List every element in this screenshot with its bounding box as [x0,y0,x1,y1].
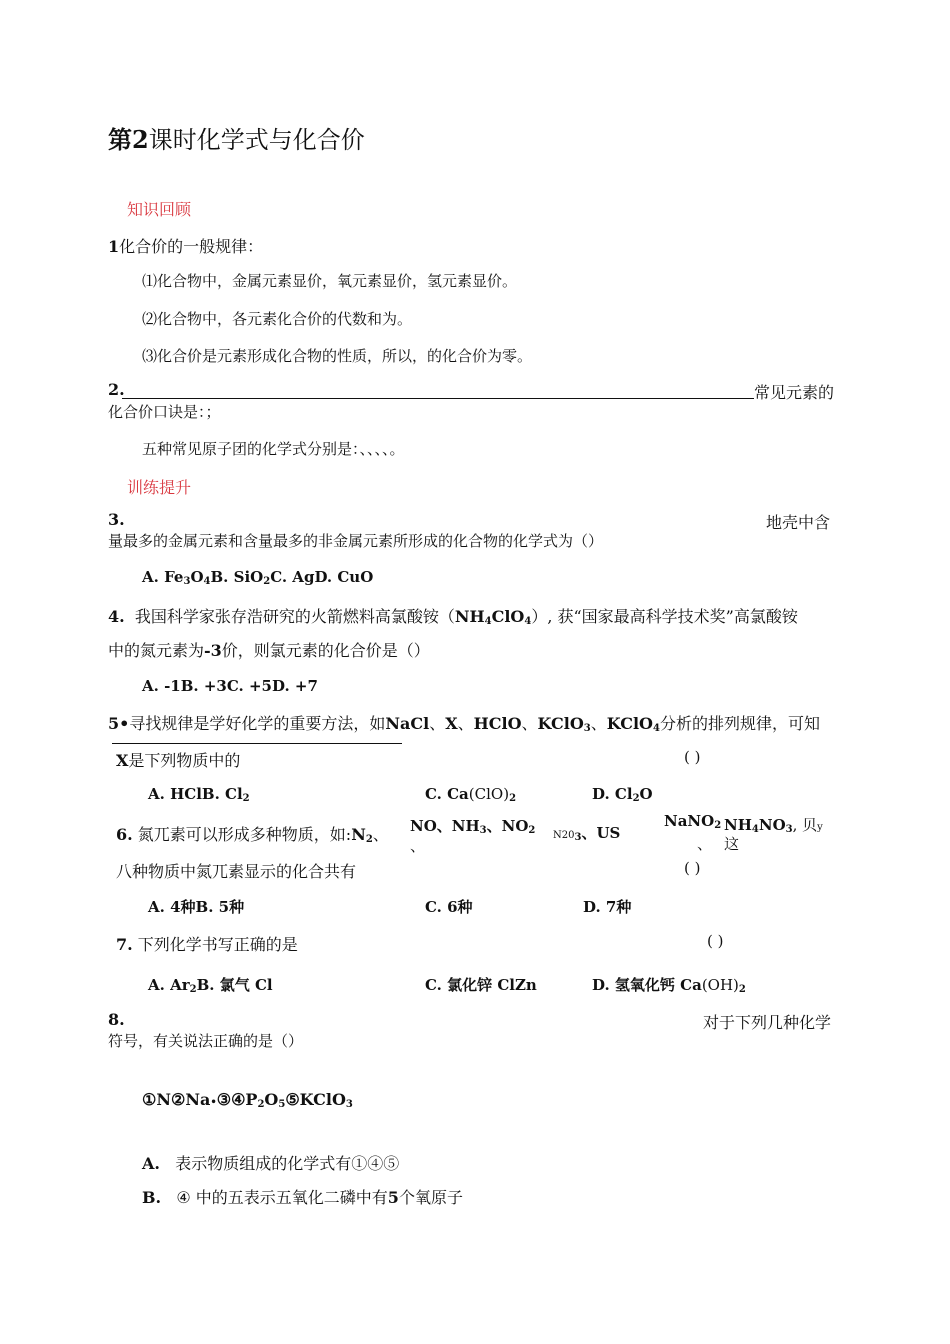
q8-symbols-sub2: 5 [278,1099,286,1110]
q6-nano2-mark: 、 [697,835,713,853]
q4-line2-value: -3 [204,641,222,660]
q8-symbols-sub1: 2 [257,1099,265,1110]
q7-option-c: C. 氯化锌 ClZn [425,976,537,994]
q6-nh4no3-text: NH [724,816,752,834]
section-practice: 训练提升 [127,478,192,497]
q6-n2o3-us [553,822,620,843]
q5-seq-4: KClO [537,714,584,733]
q5-sep-4: 、 [590,714,607,733]
q8-option-b-text2: 个氧原子 [398,1188,463,1207]
q6-nano2-text: NaNO [664,812,715,830]
q8-symbols-dot: • [210,1097,217,1108]
q7-line [116,932,298,955]
q5-sep-3: 、 [521,714,538,733]
q8-option-b-num: 5 [387,1188,399,1207]
q6-answer-paren: ( ) [684,859,701,877]
q5-underline [112,743,402,744]
q5-line2-text: 是下列物质中的 [128,751,241,770]
q8-tail: 对于下列几种化学 [703,1013,832,1032]
q5-sep-1: 、 [429,714,446,733]
q6-line-1 [116,822,389,845]
q5-label: 5• [108,714,130,733]
q7-option-d-text: D. 氢氧化钙 Ca [592,976,702,994]
q6-nh4no3 [724,814,823,835]
q8-line-2: 符号，有关说法正确的是（） [108,1032,304,1050]
q6-n2o3-sub: 3 [574,832,582,843]
section-review: 知识回顾 [127,200,192,219]
q6-zhe: 这 [724,835,740,853]
q5-option-c [425,785,516,804]
question-1 [108,234,263,257]
q8-option-a-text: 表示物质组成的化学式有①④⑤ [175,1154,400,1173]
q6-nano2 [664,812,721,831]
q7-option-a: A. Ar [148,976,190,994]
q6-upper-formulas [410,815,535,836]
q6-tail-small: y [817,822,823,833]
q8-option-a-label: A. [142,1154,160,1173]
q8-symbols-a: ①N②Na [142,1090,211,1109]
q3-a-sub1: 3 [183,576,191,587]
q2-line-2: 化合价口诀是：； [108,403,221,421]
q4-line-2 [108,638,430,661]
q5-option-d-text: D. Cl [592,785,633,803]
q4-options: A. -1B. +3C. +5D. +7 [142,677,318,695]
q4-formula-sub2: 4 [524,616,532,627]
q7-option-d-sub: 2 [738,984,746,995]
q7-option-a-sub: 2 [189,984,197,995]
q7-label: 7. [116,935,133,954]
page-title [108,120,365,155]
q3-option-d: D. CuO [314,568,374,586]
q6-n2o3-n: N [553,830,562,841]
q6-label: 6. [116,825,133,844]
q6-tail: , 贝 [792,816,818,834]
q4-formula-1: NH [454,607,485,626]
q8-symbols-c: O [264,1090,279,1109]
q4-line-1 [108,604,798,627]
q3-label: 3. [108,510,125,529]
q8-symbols [142,1090,353,1110]
q7-option-b: B. 氯气 Cl [196,976,273,994]
q8-label: 8. [108,1010,125,1029]
q8-option-b [142,1185,463,1208]
q5-option-d-end: O [639,785,653,803]
q6-no2-sub: 2 [528,825,536,836]
q1-item-1: ⑴化合物中，金属元素显价，氧元素显价，氢元素显价。 [142,272,518,290]
q7-option-d [592,974,746,995]
q6-nh3-sub: 3 [479,825,487,836]
q6-n2o3-0: 0 [568,830,575,841]
q3-option-c: C. Ag [270,568,315,586]
q5-answer-paren: ( ) [684,748,701,766]
q5-line-2 [116,748,240,771]
q5-seq-4-sub: 3 [583,723,591,734]
q2-tail: 常见元素的 [754,383,835,402]
q5-option-b-sub: 2 [242,793,250,804]
q6-nh4no3-sub2: 3 [785,824,793,835]
q1-item-2: ⑵化合物中，各元素化合价的代数和为。 [142,310,413,328]
q3-option-b: B. SiO [210,568,264,586]
q6-nh4no3-end: NO [758,816,786,834]
q6-options-ab: A. 4种B. 5种 [148,898,245,916]
q3-tail: 地壳中含 [766,513,831,532]
q5-text-b: 分析的排列规律，可知 [659,714,820,733]
q4-label: 4. [108,607,125,626]
title-rest: 课时化学式与化合价 [148,126,365,154]
q6-option-d: D. 7种 [583,898,632,916]
q6-option-c: C. 6种 [425,898,473,916]
q7-option-d-mid: (OH) [701,976,739,994]
q6-nh4no3-sub1: 4 [751,824,759,835]
q4-line2-b: 价，则氯元素的化合价是（） [221,641,430,660]
q5-seq-2: X [445,714,458,733]
q6-us: 、US [581,824,621,842]
q2-blank-line [122,398,754,399]
q4-line2-a: 中的氮元素为 [108,641,205,660]
q5-seq-5: KClO [606,714,653,733]
q7-answer-paren: ( ) [707,932,724,950]
q8-option-b-text1: ④ 中的五表示五氧化二磷中有 [176,1188,388,1207]
q3-option-a: A. Fe [142,568,184,586]
q6-n2o3-2: 2 [561,830,569,841]
q4-text-b: ）, 获“国家最高科学技术奖”高氯酸铵 [531,607,798,626]
q6-nano2-sub: 2 [714,820,722,831]
q8-symbols-d: ⑤KClO [285,1090,346,1109]
q7-text: 下列化学书写正确的是 [137,935,298,954]
q3-options [142,568,373,587]
q6-no-nh3: NO、NH [410,817,480,835]
q5-option-c-mid: (ClO) [468,785,510,803]
q3-a-mid: O [190,568,204,586]
q6-n2-sub: 2 [365,834,373,845]
q5-option-c-text: C. Ca [425,785,469,803]
q6-n2: N [351,825,366,844]
q5-option-d-sub: 2 [632,793,640,804]
q4-formula-sub1: 4 [484,616,492,627]
q4-text-a: 我国科学家张存浩研究的火箭燃料高氯酸铵（ [134,607,455,626]
q8-symbols-sub3: 3 [345,1099,353,1110]
q2-line-3: 五种常见原子团的化学式分别是：、、、、。 [142,440,405,458]
q3-line-2: 量最多的金属元素和含量最多的非金属元素所形成的化合物的化学式为（） [108,532,604,550]
q5-seq-3: HClO [473,714,522,733]
q6-line-2: 八种物质中氮兀素显示的化合共有 [116,862,357,881]
q8-option-a [142,1151,399,1174]
q1-item-3: ⑶化合价是元素形成化合物的性质，所以，的化合价为零。 [142,347,533,365]
q1-text: 化合价的一般规律： [119,237,264,256]
q5-line-1 [108,711,820,734]
q5-option-d [592,785,653,804]
q5-seq-1: NaCl [385,714,430,733]
q6-text-a: 氮兀素可以形成多种物质，如: [137,825,352,844]
q5-option-c-sub: 2 [509,793,517,804]
q5-x: X [116,751,129,770]
q3-a-sub2: 4 [203,576,211,587]
q6-no2: 、NO [486,817,529,835]
q5-sep-2: 、 [457,714,474,733]
q4-formula-2: ClO [491,607,525,626]
q5-option-ab: A. HClB. Cl [148,785,243,803]
q5-seq-5-sub: 4 [652,723,660,734]
q8-option-b-label: B. [142,1188,162,1207]
q3-b-sub: 2 [263,576,271,587]
q7-options-ab [148,974,273,995]
q5-text-a: 寻找规律是学好化学的重要方法，如 [129,714,386,733]
q5-options-ab [148,785,250,804]
title-number: 第2 [108,125,149,154]
q8-symbols-b: ③④P [216,1090,258,1109]
q2-label: 2. [108,380,125,399]
q1-label: 1 [108,237,120,256]
q6-comma: 、 [372,825,389,844]
q6-lower-mark: 、 [410,837,426,855]
